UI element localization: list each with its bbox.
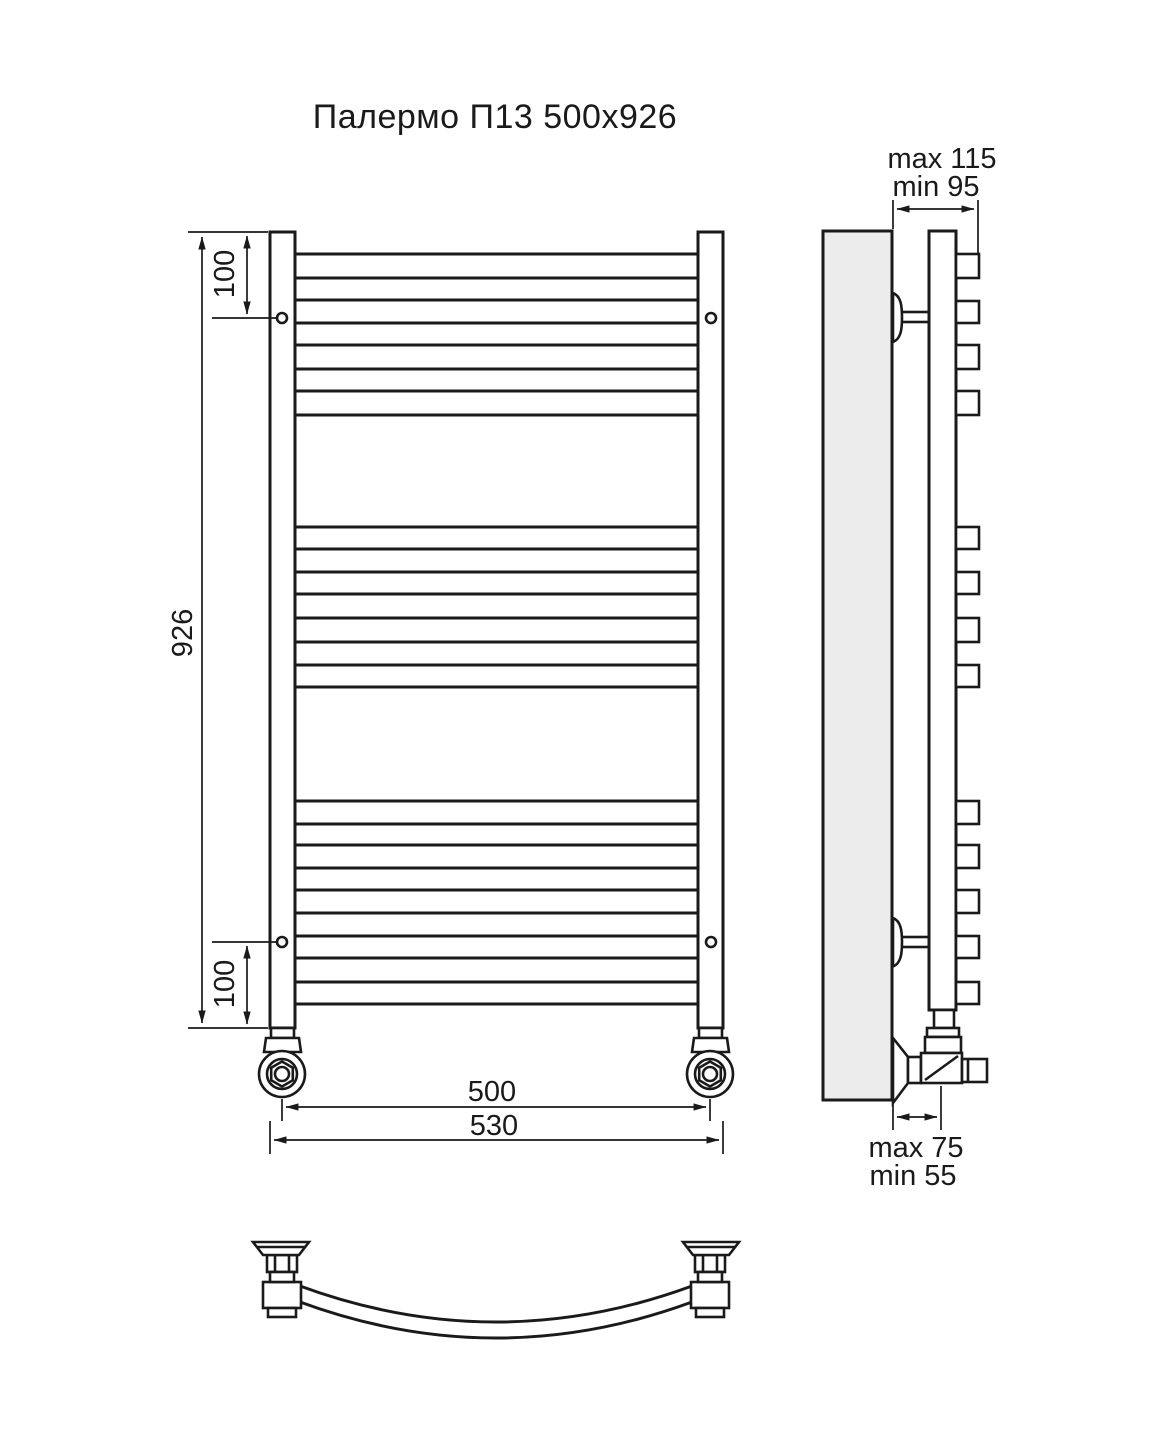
right-post <box>698 232 723 1028</box>
valve-left <box>259 1028 305 1097</box>
dim-height-label: 926 <box>167 608 199 658</box>
side-valve-assembly <box>893 1010 987 1103</box>
dim-depth-max-label: max 115 <box>887 143 997 175</box>
left-foot <box>253 1242 309 1317</box>
mounting-hole <box>706 937 716 947</box>
side-rungs <box>956 254 979 1004</box>
side-view <box>823 231 987 1103</box>
dim-bottom-depth-max-label: max 75 <box>868 1132 964 1164</box>
dim-bottom-offset-label: 100 <box>209 959 241 1009</box>
wall <box>823 231 892 1100</box>
dim-depth-min-label: min 95 <box>892 171 980 203</box>
bracket-bottom <box>893 918 929 967</box>
left-post <box>270 232 295 1028</box>
side-post <box>929 231 956 1010</box>
mounting-hole <box>706 313 716 323</box>
drawing-title: Палермо П13 500x926 <box>312 98 678 136</box>
bracket-top <box>893 293 929 342</box>
mounting-hole <box>277 937 287 947</box>
right-foot <box>683 1242 739 1317</box>
valve-right <box>687 1028 733 1097</box>
curved-rung-arc <box>300 1302 692 1338</box>
dim-pipe-spacing-label: 500 <box>467 1076 517 1108</box>
curved-rung-arc <box>300 1286 692 1322</box>
dim-bottom-depth-min-label: min 55 <box>869 1160 957 1192</box>
mounting-hole <box>277 313 287 323</box>
dim-overall-width-label: 530 <box>469 1110 519 1142</box>
rungs <box>295 254 698 1004</box>
dim-top-offset-label: 100 <box>209 249 241 299</box>
front-view <box>259 232 733 1097</box>
bottom-view <box>253 1242 739 1338</box>
